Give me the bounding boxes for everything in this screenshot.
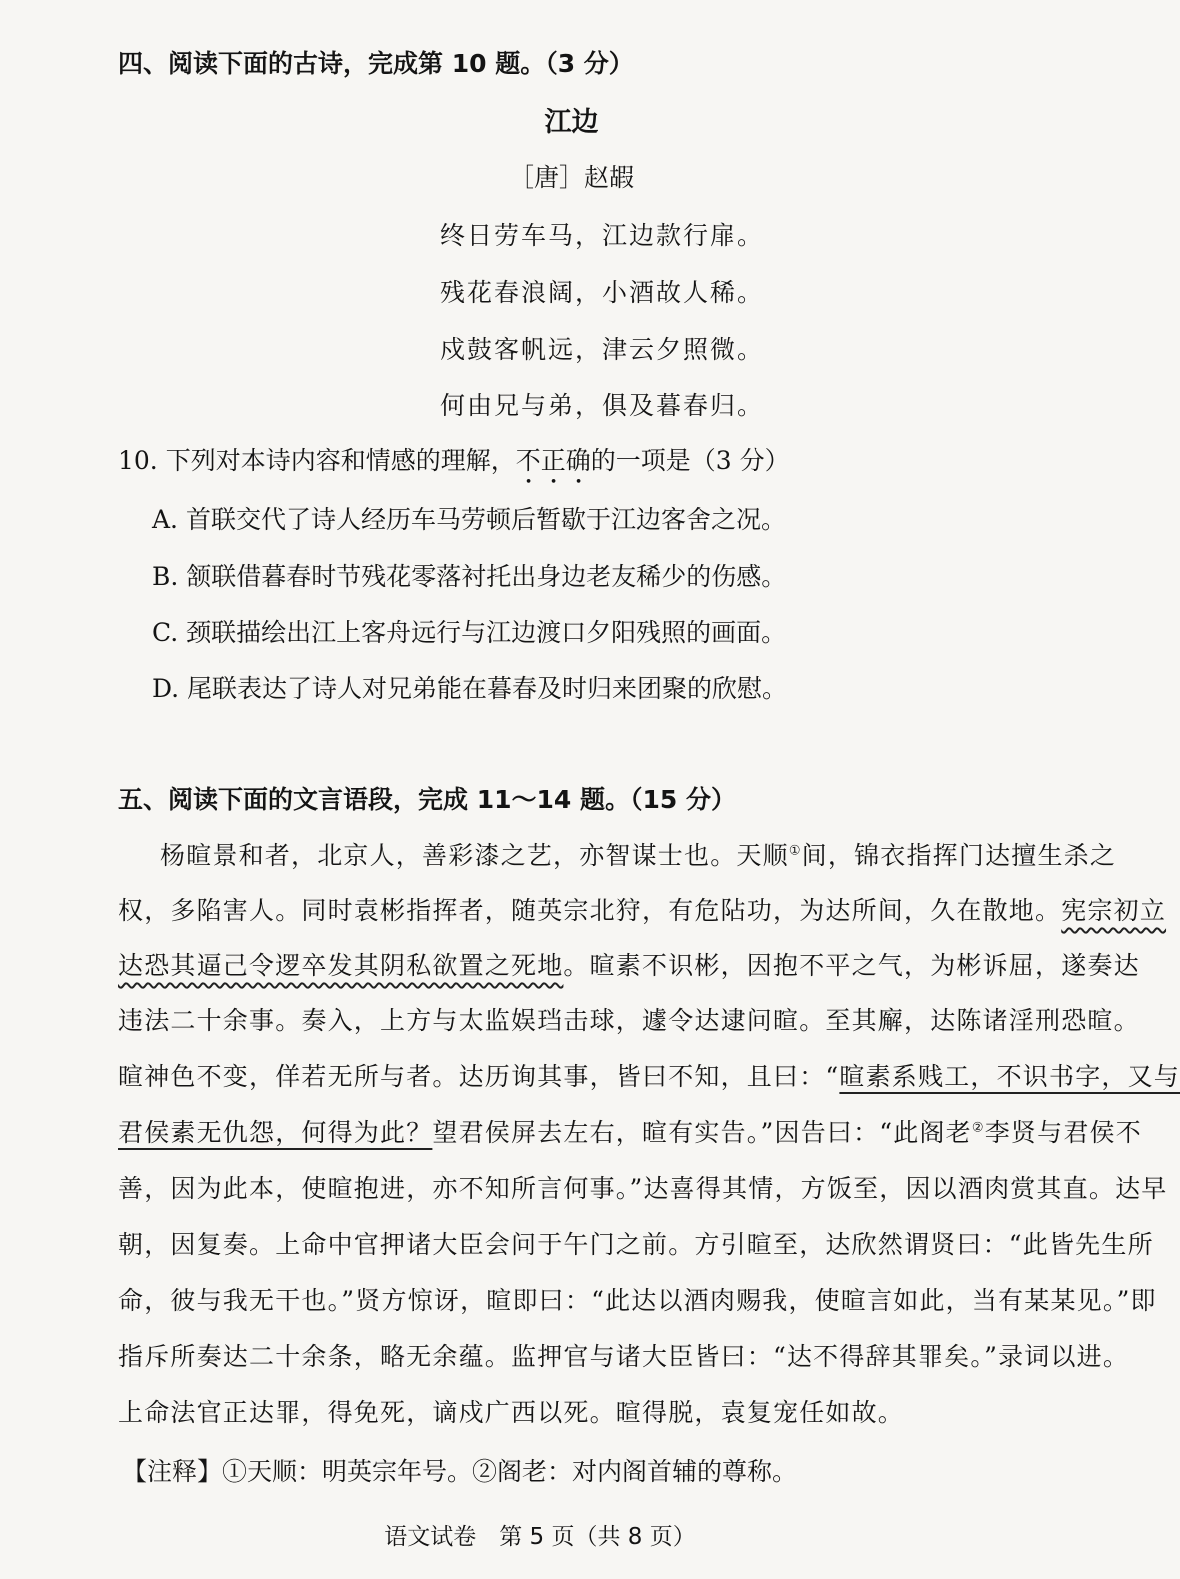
wavy-underline-text: 达恐其逼己令逻卒发其阴私欲置之死地 bbox=[118, 951, 564, 980]
wavy-underline-text: 宪宗初立 bbox=[1061, 896, 1167, 925]
passage-text: 暄神色不变，佯若无所与者。达历询其事，皆曰不知，且曰：“ bbox=[118, 1062, 840, 1091]
passage-line bbox=[118, 1113, 1142, 1149]
passage-text: 间，锦衣指挥门达擅生杀之 bbox=[801, 841, 1117, 870]
poem-line: 终日劳车马，江边款行扉。 bbox=[440, 221, 765, 250]
passage-line bbox=[118, 1057, 1180, 1093]
question-10 bbox=[118, 441, 790, 490]
passage-text: 望君侯屏去左右，暄有实告。”因告曰：“此阁老 bbox=[432, 1118, 972, 1147]
option-c: C. 颈联描绘出江上客舟远行与江边渡口夕阳残照的画面。 bbox=[152, 618, 787, 647]
underlined-text: 君侯素无仇怨，何得为此？ bbox=[118, 1118, 433, 1147]
question-10-suffix: 的一项是（3 分） bbox=[590, 446, 790, 475]
passage-line bbox=[160, 836, 1116, 872]
footnote-ref-1: ① bbox=[788, 843, 802, 859]
passage-text: 。暄素不识彬，因抱不平之气，为彬诉屈，遂奏达 bbox=[563, 951, 1140, 980]
option-d: D. 尾联表达了诗人对兄弟能在暮春及时归来团聚的欣慰。 bbox=[152, 674, 788, 703]
poem-line: 戍鼓客帆远，津云夕照微。 bbox=[440, 335, 765, 364]
passage-line: 朝，因复奏。上命中官押诸大臣会问于午门之前。方引暄至，达欣然谓贤曰：“此皆先生所 bbox=[118, 1230, 1154, 1259]
poem-title: 江边 bbox=[544, 107, 599, 138]
poem-line: 何由兄与弟，俱及暮春归。 bbox=[440, 391, 765, 420]
passage-line bbox=[118, 946, 1140, 982]
option-b: B. 颔联借暮春时节残花零落衬托出身边老友稀少的伤感。 bbox=[152, 562, 787, 591]
poem-author: ［唐］赵嘏 bbox=[508, 163, 634, 192]
annotation-note: 【注释】①天顺：明英宗年号。②阁老：对内阁首辅的尊称。 bbox=[122, 1457, 798, 1486]
passage-text: 权，多陷害人。同时袁彬指挥者，随英宗北狩，有危阽功，为达所间，久在散地。 bbox=[118, 896, 1062, 925]
section-5-heading: 五、阅读下面的文言语段，完成 11～14 题。（15 分） bbox=[118, 785, 736, 814]
passage-text: 李贤与君侯不 bbox=[984, 1118, 1142, 1147]
passage-line: 违法二十余事。奏入，上方与太监娱珰击球，遽令达逮问暄。至其廨，达陈诸淫刑恐暄。 bbox=[118, 1006, 1140, 1035]
page-footer: 语文试卷 第 5 页（共 8 页） bbox=[384, 1524, 696, 1550]
passage-line: 善，因为此本，使暄抱进，亦不知所言何事。”达喜得其情，方饭至，因以酒肉赏其直。达早 bbox=[118, 1174, 1168, 1203]
passage-line: 命，彼与我无干也。”贤方惊讶，暄即曰：“此达以酒肉赐我，使暄言如此，当有某某见。”即 bbox=[118, 1286, 1157, 1315]
question-10-prefix: 10. 下列对本诗内容和情感的理解， bbox=[118, 446, 516, 475]
poem-line: 残花春浪阔，小酒故人稀。 bbox=[440, 278, 765, 307]
footnote-ref-2: ② bbox=[971, 1120, 985, 1136]
section-4-heading: 四、阅读下面的古诗，完成第 10 题。（3 分） bbox=[118, 49, 634, 78]
passage-text: 杨暄景和者，北京人，善彩漆之艺，亦智谋士也。天顺 bbox=[160, 841, 789, 870]
question-10-emphasis: 不正确 bbox=[515, 446, 591, 475]
passage-line: 指斥所奏达二十余条，略无余蕴。监押官与诸大臣皆曰：“达不得辞其罪矣。”录词以进。 bbox=[118, 1342, 1130, 1371]
underlined-text: 暄素系贱工，不识书字，又与 bbox=[839, 1062, 1180, 1091]
option-a: A. 首联交代了诗人经历车马劳顿后暂歇于江边客舍之况。 bbox=[152, 505, 786, 534]
passage-line: 上命法官正达罪，得免死，谪戍广西以死。暄得脱，袁复宠任如故。 bbox=[118, 1398, 905, 1427]
passage-line bbox=[118, 891, 1166, 927]
